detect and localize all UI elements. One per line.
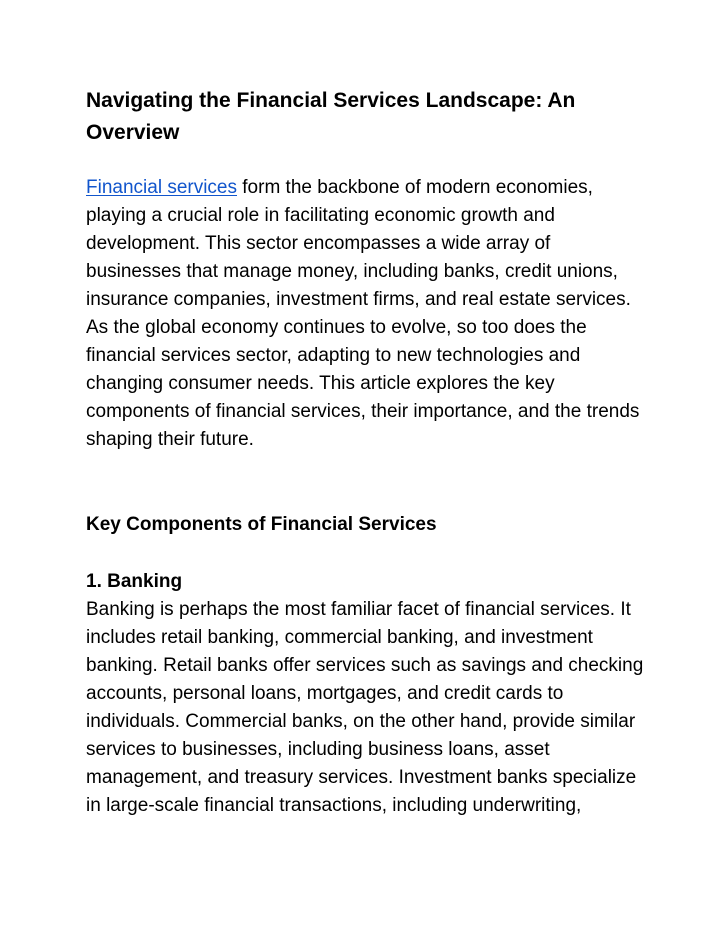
document-title: Navigating the Financial Services Landscape: An Overview — [86, 89, 576, 144]
financial-services-link[interactable]: Financial services — [86, 177, 237, 198]
section-heading: Key Components of Financial Services — [86, 514, 437, 535]
subsection-heading-banking: 1. Banking — [86, 571, 183, 592]
intro-paragraph — [86, 174, 646, 454]
banking-paragraph: Banking is perhaps the most familiar facet of financial services. It includes retail banking, commercial banking, and investment banking. Retail banks offer services such as savings and checking accounts, personal loans, mortgages, and credit cards to individuals. Commercial banks, on the other hand, provide similar services to businesses, including business loans, asset management, and treasury services. Investment banks specialize in large-scale financial transactions, including underwriting, — [86, 599, 644, 816]
intro-text: form the backbone of modern economies, playing a crucial role in facilitating economic growth and development. This sector encompasses a wide array of businesses that manage money, including banks, credit unions, insurance companies, investment firms, and real estate services. As the global economy continues to evolve, so too does the financial services sector, adapting to new technologies and changing consumer needs. This article explores the key components of financial services, their importance, and the trends shaping their future. — [86, 177, 640, 450]
